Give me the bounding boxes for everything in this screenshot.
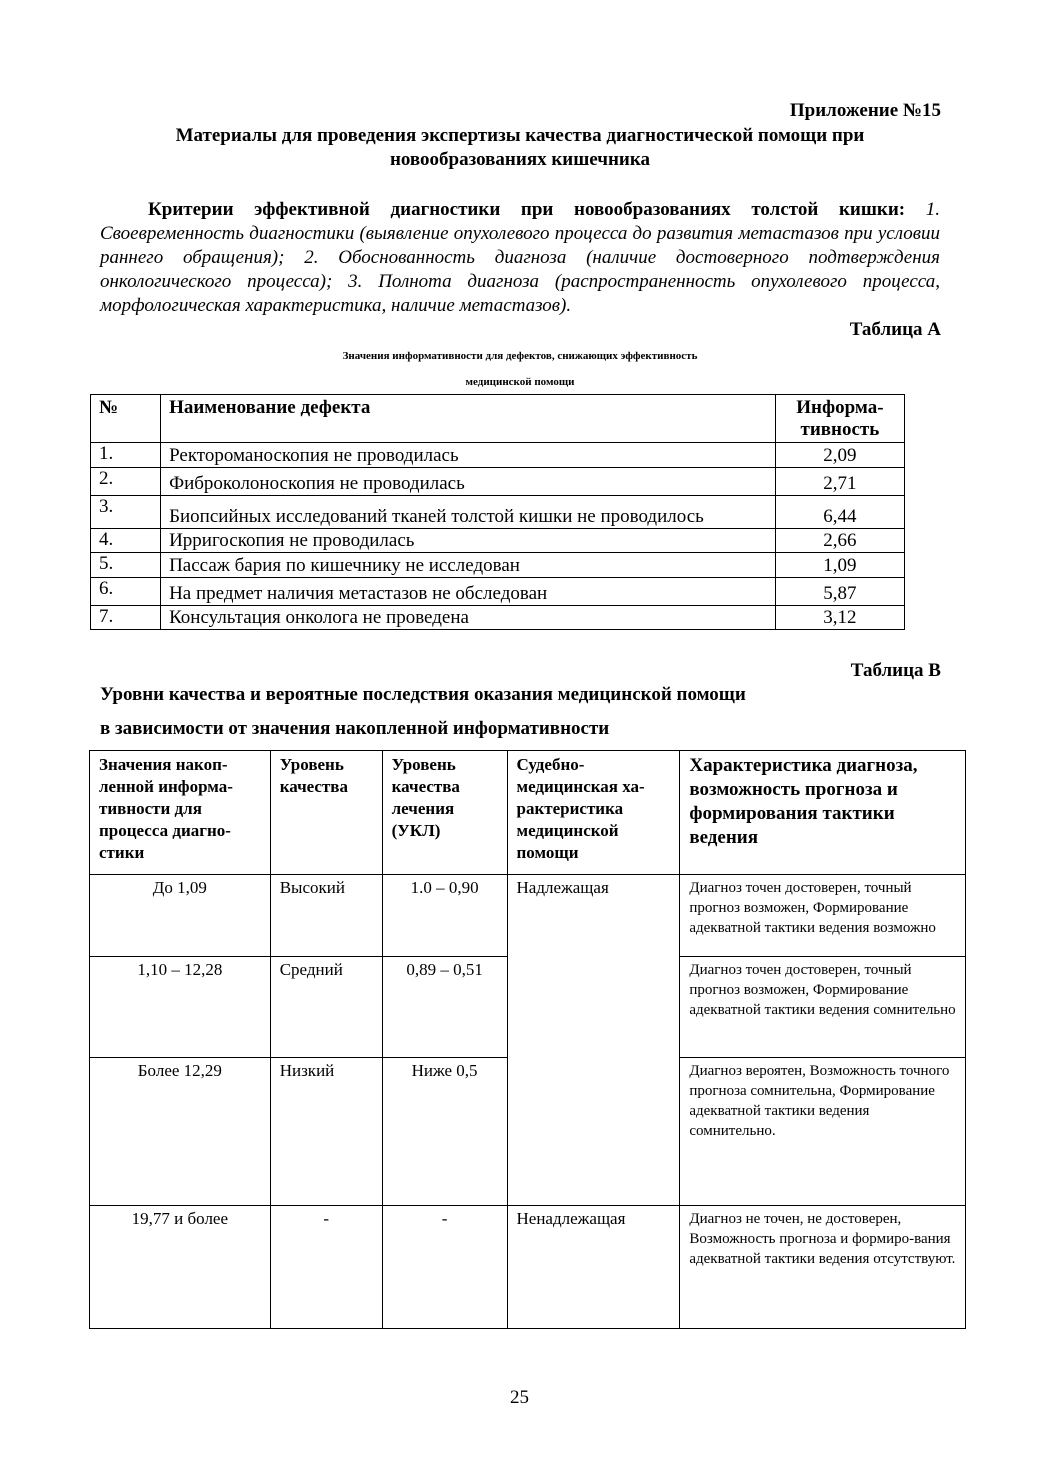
- row-accumulated-value: 19,77 и более: [90, 1206, 271, 1329]
- table-row: [91, 443, 905, 468]
- defects-table: [90, 394, 905, 630]
- row-defect-name: Ректороманоскопия не проводилась: [161, 443, 776, 468]
- row-num: 1.: [91, 443, 161, 468]
- appendix-label: Приложение №15: [789, 100, 941, 121]
- table-row: [91, 578, 905, 606]
- criteria-lead: Критерии эффективной диагностики при новообразованиях толстой кишки:: [148, 199, 906, 220]
- row-num: 7.: [91, 606, 161, 630]
- table-a-caption: [100, 343, 940, 395]
- header-num: №: [91, 395, 161, 443]
- row-defect-name: Фиброколоноскопия не проводилась: [161, 468, 776, 496]
- row-informativeness: 5,87: [775, 578, 904, 606]
- header-accumulated-value: Значения накоп-ленной информа-тивности для процесса диагно-стики: [90, 751, 271, 875]
- table-row: [91, 468, 905, 496]
- row-forensic: Надлежащая: [507, 875, 680, 1206]
- row-defect-name: Пассаж бария по кишечнику не исследован: [161, 553, 776, 578]
- row-informativeness: 3,12: [775, 606, 904, 630]
- row-characteristic: Диагноз вероятен, Возможность точного прогноза сомнительна, Формирование адекватной тактики ведения сомнительно.: [680, 1058, 966, 1206]
- criteria-paragraph: [100, 198, 940, 318]
- row-informativeness: 2,71: [775, 468, 904, 496]
- row-informativeness: 6,44: [775, 496, 904, 529]
- header-defect-name: Наименование дефекта: [161, 395, 776, 443]
- table-b-label: Таблица В: [850, 660, 941, 681]
- row-num: 2.: [91, 468, 161, 496]
- row-num: 5.: [91, 553, 161, 578]
- row-accumulated-value: Более 12,29: [90, 1058, 271, 1206]
- row-accumulated-value: До 1,09: [90, 875, 271, 957]
- table-row: [91, 496, 905, 529]
- criteria-text: 1. Своевременность диагностики (выявление опухолевого процесса до развития метастазов при условии раннего обращения); 2. Обоснованность диагноза (наличие достоверного подтверждения онкологического процесса); 3. Полнота диагноза (распространенность опухолевого процесса, морфологическая характеристика, наличие метастазов).: [100, 199, 941, 316]
- row-forensic: Ненадлежащая: [507, 1206, 680, 1329]
- table-header-row: [91, 395, 905, 443]
- row-ukl: Ниже 0,5: [382, 1058, 507, 1206]
- table-a-label: Таблица А: [849, 319, 941, 340]
- quality-levels-table: [89, 750, 966, 1329]
- row-quality-level: Высокий: [270, 875, 382, 957]
- row-informativeness: 2,09: [775, 443, 904, 468]
- row-accumulated-value: 1,10 – 12,28: [90, 957, 271, 1058]
- row-num: 6.: [91, 578, 161, 606]
- table-a-caption-line-2: медицинской помощи: [465, 376, 575, 388]
- row-quality-level: -: [270, 1206, 382, 1329]
- table-row: [90, 1206, 966, 1329]
- row-characteristic: Диагноз не точен, не достоверен, Возможность прогноза и формиро-вания адекватной тактики ведения отсутствуют.: [680, 1206, 966, 1329]
- table-row: [91, 606, 905, 630]
- table-b-title-line-2: в зависимости от значения накопленной информативности: [100, 718, 610, 739]
- row-num: 4.: [91, 529, 161, 553]
- row-defect-name: Биопсийных исследований тканей толстой кишки не проводилось: [161, 496, 776, 529]
- row-defect-name: На предмет наличия метастазов не обследован: [161, 578, 776, 606]
- table-b-title-line-1: Уровни качества и вероятные последствия оказания медицинской помощи: [100, 684, 746, 705]
- table-a-caption-line-1: Значения информативности для дефектов, снижающих эффективность: [342, 350, 698, 362]
- header-quality-level: Уровень качества: [270, 751, 382, 875]
- row-ukl: -: [382, 1206, 507, 1329]
- table-header-row: [90, 751, 966, 875]
- row-informativeness: 1,09: [775, 553, 904, 578]
- header-ukl: Уровень качества лечения (УКЛ): [382, 751, 507, 875]
- header-characteristic: Характеристика диагноза, возможность прогноза и формирования тактики ведения: [680, 751, 966, 875]
- row-quality-level: Низкий: [270, 1058, 382, 1206]
- page-number: 25: [510, 1387, 529, 1408]
- table-row: [91, 553, 905, 578]
- row-ukl: 0,89 – 0,51: [382, 957, 507, 1058]
- table-row: [91, 529, 905, 553]
- table-row: [90, 875, 966, 957]
- row-quality-level: Средний: [270, 957, 382, 1058]
- header-forensic: Судебно-медицинская ха-рактеристика медицинской помощи: [507, 751, 680, 875]
- row-characteristic: Диагноз точен достоверен, точный прогноз возможен, Формирование адекватной тактики ведения сомнительно: [680, 957, 966, 1058]
- header-informativeness: Информа-тивность: [775, 395, 904, 443]
- row-informativeness: 2,66: [775, 529, 904, 553]
- row-num: 3.: [91, 496, 161, 529]
- row-characteristic: Диагноз точен достоверен, точный прогноз возможен, Формирование адекватной тактики ведения возможно: [680, 875, 966, 957]
- row-ukl: 1.0 – 0,90: [382, 875, 507, 957]
- page-title: Материалы для проведения экспертизы качества диагностической помощи при новообразованиях кишечника: [175, 125, 865, 170]
- row-defect-name: Консультация онколога не проведена: [161, 606, 776, 630]
- row-defect-name: Ирригоскопия не проводилась: [161, 529, 776, 553]
